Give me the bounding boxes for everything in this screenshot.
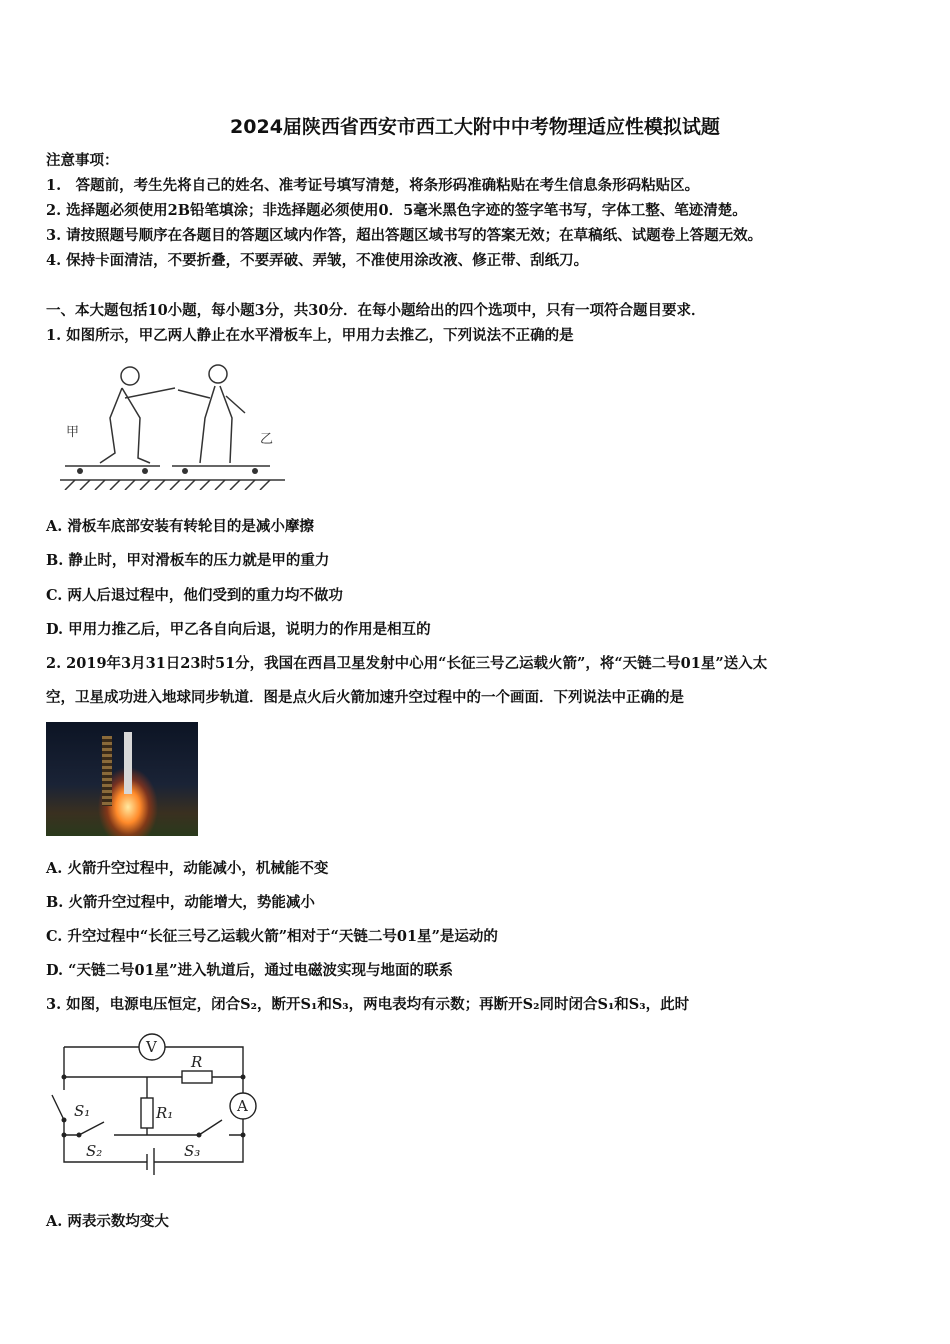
notice-item: 1. 答题前，考生先将自己的姓名、准考证号填写清楚，将条形码准确粘贴在考生信息条形码粘贴区。 [46,177,700,194]
q1-option-b: B. 静止时，甲对滑板车的压力就是甲的重力 [46,552,330,569]
voltmeter-label: V [146,1038,157,1056]
section-heading: 一、本大题包括10小题，每小题3分，共30分．在每小题给出的四个选项中，只有一项符合题目要求． [46,302,706,319]
question-3-stem: 3. 如图，电源电压恒定，闭合S₂，断开S₁和S₃，两电表均有示数；再断开S₂同时闭合S₁和S₃，此时 [46,996,690,1013]
question-2-stem-cont: 空，卫星成功进入地球同步轨道．图是点火后火箭加速升空过程中的一个画面．下列说法中正确的是 [46,689,684,706]
q2-option-d: D. “天链二号01星”进入轨道后，通过电磁波实现与地面的联系 [46,962,454,979]
rocket [124,732,132,794]
notice-item: 3. 请按照题号顺序在各题目的答题区域内作答，超出答题区域书写的答案无效；在草稿纸、试题卷上答题无效。 [46,227,763,244]
notice-heading: 注意事项： [46,152,119,169]
q2-option-a: A. 火箭升空过程中，动能减小，机械能不变 [46,860,329,877]
q1-option-d: D. 甲用力推乙后，甲乙各自向后退，说明力的作用是相互的 [46,621,431,638]
q2-option-c: C. 升空过程中“长征三号乙运载火箭”相对于“天链二号01星”是运动的 [46,928,498,945]
q2-option-b: B. 火箭升空过程中，动能增大，势能减小 [46,894,315,911]
q1-option-c: C. 两人后退过程中，他们受到的重力均不做功 [46,587,343,604]
q1-option-a: A. 滑板车底部安装有转轮目的是减小摩擦 [46,518,314,535]
rocket-launch-photo [46,722,198,836]
launch-tower [102,736,112,806]
circuit-diagram [44,1030,264,1175]
question-2-stem: 2. 2019年3月31日23时51分，我国在西昌卫星发射中心用“长征三号乙运载火箭”，将“天链二号01星”送入太 [46,655,768,672]
q3-option-a: A. 两表示数均变大 [46,1213,169,1230]
figure-label-jia: 甲 [66,425,80,440]
figure-label-yi: 乙 [260,432,274,447]
question-1-stem: 1. 如图所示，甲乙两人静止在水平滑板车上，甲用力去推乙，下列说法不正确的是 [46,327,574,344]
switch-s3-label: S₃ [184,1142,201,1160]
resistor-r1-label: R₁ [156,1104,174,1122]
skateboard-figure [60,358,285,490]
notice-item: 4. 保持卡面清洁，不要折叠，不要弄破、弄皱，不准使用涂改液、修正带、刮纸刀。 [46,252,589,269]
notice-item: 2. 选择题必须使用2B铅笔填涂；非选择题必须使用0．5毫米黑色字迹的签字笔书写，字体工整、笔迹清楚。 [46,202,747,219]
switch-s1-label: S₁ [74,1102,91,1120]
resistor-r-label: R [191,1053,203,1071]
page-title: 2024届陕西省西安市西工大附中中考物理适应性模拟试题 [230,116,720,138]
switch-s2-label: S₂ [86,1142,103,1160]
ammeter-label: A [237,1097,248,1115]
